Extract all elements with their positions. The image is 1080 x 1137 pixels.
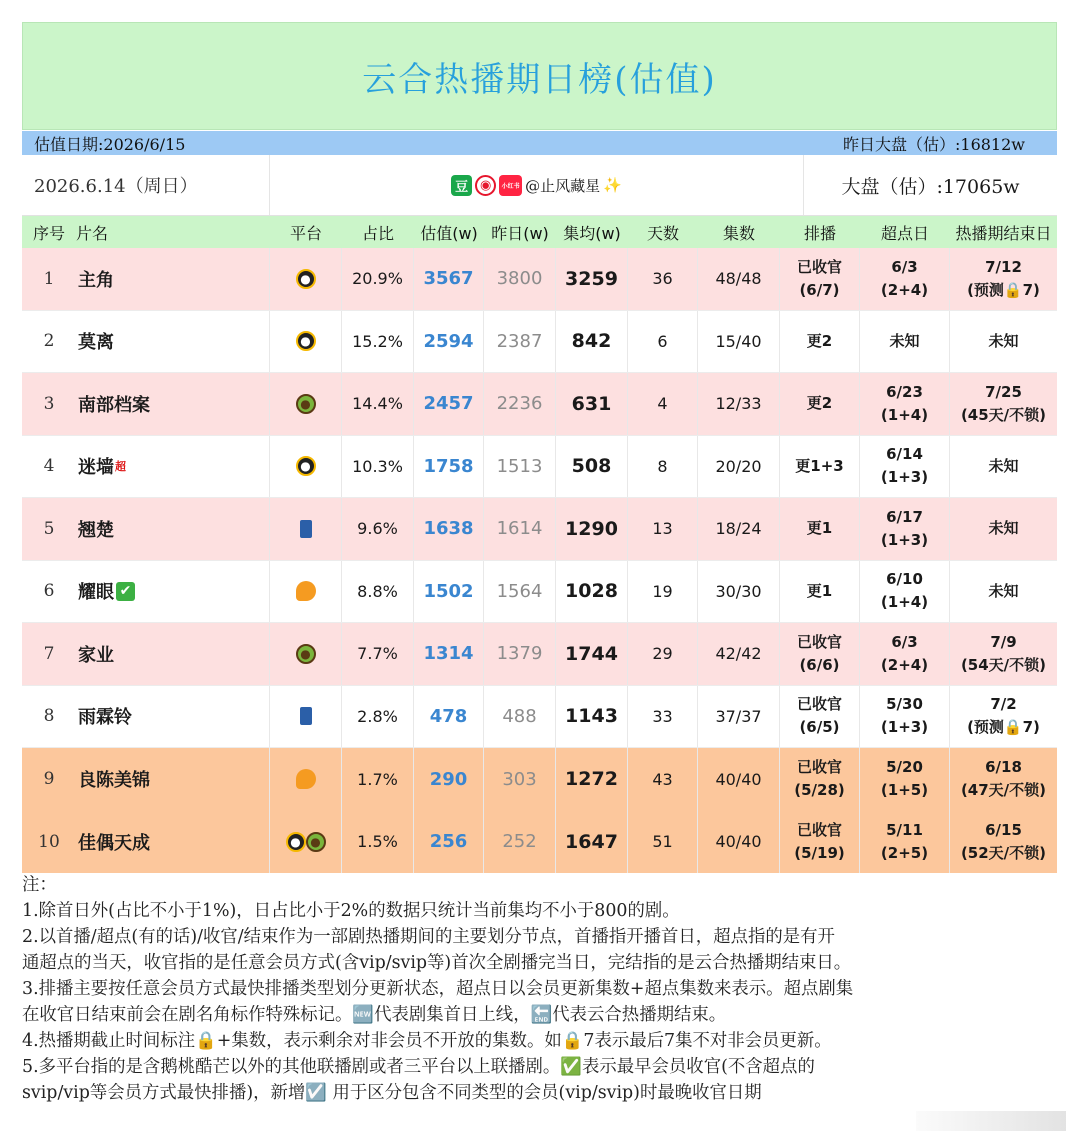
header-peak-day: 超点日	[880, 223, 929, 243]
peak-day-cell-line1: 6/23	[886, 382, 923, 401]
table-row	[22, 561, 1057, 624]
end-date-cell-line1: 6/15	[985, 820, 1022, 839]
platform-cell	[270, 248, 342, 310]
days-cell: 36	[628, 248, 698, 310]
episodes-cell: 40/40	[698, 748, 780, 811]
share-cell: 15.2%	[342, 311, 414, 373]
drama-title	[76, 373, 270, 435]
estimate-cell: 256	[414, 811, 484, 874]
drama-name: 主角	[78, 269, 114, 291]
episodes-cell: 48/48	[698, 248, 780, 310]
title-banner	[22, 22, 1057, 130]
episodes-cell: 12/33	[698, 373, 780, 435]
platform-cell	[270, 561, 342, 623]
sparkle-icon: ✨	[603, 176, 622, 194]
episodes-cell: 18/24	[698, 498, 780, 560]
yesterday-cell: 1564	[484, 561, 556, 623]
episode-avg-cell: 1028	[556, 561, 628, 623]
episodes-cell: 37/37	[698, 686, 780, 748]
row-index: 9	[43, 769, 55, 790]
platform-cell	[270, 373, 342, 435]
episode-avg-cell: 508	[556, 436, 628, 498]
end-date-cell-line1: 7/9	[990, 632, 1017, 651]
note-line: 1.除首日外(占比不小于1%)，日占比小于2%的数据只统计当前集均不小于800的剧。	[22, 901, 680, 921]
estimate-cell: 1638	[414, 498, 484, 560]
episode-avg-cell: 1272	[556, 748, 628, 811]
share-cell: 7.7%	[342, 623, 414, 685]
end-date-cell-line1: 未知	[988, 456, 1019, 475]
episodes-cell: 42/42	[698, 623, 780, 685]
note-line: 3.排播主要按任意会员方式最快排播类型划分更新状态，超点日以会员更新集数+超点集数来表示。超点剧集	[22, 979, 854, 999]
peak-day-cell	[860, 748, 950, 811]
episodes-cell: 15/40	[698, 311, 780, 373]
episodes-cell: 20/20	[698, 436, 780, 498]
peak-day-cell-line2: (1+3)	[880, 530, 929, 549]
table-row	[22, 248, 1057, 311]
penguin-icon: ●	[296, 456, 316, 476]
header-episodes: 集数	[722, 223, 755, 243]
row-index: 2	[43, 331, 55, 352]
note-line: 4.热播期截止时间标注🔒+集数，表示剩余对非会员不开放的集数。如🔒7表示最后7集不对非会员更新。	[22, 1031, 832, 1051]
ranking-table-body	[22, 248, 1057, 873]
info-row	[22, 155, 1057, 216]
drama-title	[76, 311, 270, 373]
schedule-cell	[780, 311, 860, 373]
yesterday-cell: 303	[484, 748, 556, 811]
end-date-cell-line1: 7/2	[990, 695, 1017, 714]
drama-name: 耀眼	[78, 582, 114, 604]
peak-day-cell	[860, 623, 950, 685]
row-index: 4	[43, 456, 55, 477]
drama-title	[76, 686, 270, 748]
yesterday-cell: 1379	[484, 623, 556, 685]
penguin-icon: ●	[286, 832, 306, 852]
end-date-cell-line2: (47天/不锁)	[960, 781, 1047, 800]
note-line: 通超点的当天，收官指的是任意会员方式(含vip/svip等)首次全剧播完当日，完结指的是云合热播期结束日。	[22, 953, 852, 973]
table-row	[22, 623, 1057, 686]
platform-cell	[270, 311, 342, 373]
drama-name: 家业	[78, 644, 114, 666]
drama-name: 南部档案	[78, 394, 150, 416]
end-date-cell-line2: (45天/不锁)	[960, 405, 1047, 424]
peak-day-cell-line2: (2+4)	[880, 280, 929, 299]
schedule-cell-line1: 已收官	[796, 632, 842, 651]
schedule-cell-line2: (5/28)	[794, 781, 845, 800]
episode-avg-cell: 631	[556, 373, 628, 435]
peak-day-cell-line2: (1+5)	[880, 781, 929, 800]
check-icon: ✔	[116, 582, 135, 601]
platform-cell	[270, 498, 342, 560]
yesterday-cell: 3800	[484, 248, 556, 310]
watermark	[916, 1111, 1066, 1131]
author-credit	[270, 155, 803, 215]
kiwi-icon: ●	[296, 394, 316, 414]
schedule-cell	[780, 561, 860, 623]
episode-avg-cell: 1647	[556, 811, 628, 874]
episode-avg-cell: 3259	[556, 248, 628, 310]
yesterday-cell: 1513	[484, 436, 556, 498]
row-index: 5	[43, 518, 55, 539]
drama-title	[76, 498, 270, 560]
peak-day-cell-line1: 6/14	[886, 445, 923, 464]
date-strip	[22, 131, 1057, 155]
schedule-cell	[780, 811, 860, 874]
table-row	[22, 373, 1057, 436]
drama-title	[76, 436, 270, 498]
header-episode-avg: 集均(w)	[563, 223, 621, 243]
kiwi-icon: ●	[296, 644, 316, 664]
super-tag: 超	[115, 460, 126, 474]
days-cell: 6	[628, 311, 698, 373]
schedule-cell	[780, 498, 860, 560]
note-line: 注：	[22, 875, 57, 895]
peak-day-cell	[860, 686, 950, 748]
yesterday-cell: 1614	[484, 498, 556, 560]
table-row	[22, 748, 1057, 811]
peak-day-cell-line1: 5/11	[886, 820, 923, 839]
platform-cell	[270, 623, 342, 685]
schedule-cell-line1: 更2	[806, 331, 833, 350]
jeans-icon	[299, 519, 313, 539]
share-cell: 14.4%	[342, 373, 414, 435]
table-row	[22, 686, 1057, 749]
drama-title	[76, 811, 270, 874]
episodes-cell: 30/30	[698, 561, 780, 623]
header-title: 片名	[76, 223, 109, 243]
report-date: 2026.6.14（周日）	[22, 155, 270, 215]
peak-day-cell	[860, 311, 950, 373]
days-cell: 51	[628, 811, 698, 874]
schedule-cell	[780, 436, 860, 498]
peak-day-cell-line2: (1+3)	[880, 718, 929, 737]
days-cell: 43	[628, 748, 698, 811]
total-estimate: 大盘（估）:17065w	[803, 155, 1057, 215]
end-date-cell-line1: 未知	[988, 581, 1019, 600]
drama-name: 良陈美锦	[78, 770, 150, 792]
table-row	[22, 436, 1057, 499]
penguin-icon: ●	[296, 331, 316, 351]
share-cell: 1.5%	[342, 811, 414, 874]
peak-day-cell-line2: (1+3)	[880, 468, 929, 487]
episode-avg-cell: 842	[556, 311, 628, 373]
peak-day-cell-line2: (1+4)	[880, 593, 929, 612]
estimate-cell: 3567	[414, 248, 484, 310]
estimate-cell: 478	[414, 686, 484, 748]
kiwi-icon: ●	[306, 832, 326, 852]
drama-name: 迷墙	[78, 457, 114, 479]
schedule-cell-line2: (5/19)	[794, 843, 845, 862]
estimate-date-label: 估值日期:2026/6/15	[34, 134, 186, 154]
yesterday-cell: 252	[484, 811, 556, 874]
end-date-cell	[950, 436, 1057, 498]
peak-day-cell-line1: 6/17	[886, 507, 923, 526]
days-cell: 8	[628, 436, 698, 498]
schedule-cell	[780, 248, 860, 310]
drama-name: 雨霖铃	[78, 707, 132, 729]
schedule-cell-line1: 已收官	[796, 820, 842, 839]
yesterday-cell: 2387	[484, 311, 556, 373]
peak-day-cell	[860, 498, 950, 560]
peak-day-cell	[860, 561, 950, 623]
header-end-date: 热播期结束日	[955, 223, 1052, 243]
end-date-cell	[950, 311, 1057, 373]
schedule-cell	[780, 686, 860, 748]
drama-title	[76, 623, 270, 685]
schedule-cell-line1: 更1+3	[795, 456, 844, 475]
header-days: 天数	[646, 223, 679, 243]
schedule-cell-line1: 已收官	[796, 758, 842, 777]
page-title: 云合热播期日榜(估值)	[362, 59, 717, 100]
header-estimate: 估值(w)	[420, 223, 478, 243]
table-row	[22, 811, 1057, 874]
peak-day-cell-line1: 6/3	[891, 257, 918, 276]
weibo-icon: ◉	[475, 175, 496, 196]
header-platform: 平台	[289, 223, 322, 243]
episode-avg-cell: 1290	[556, 498, 628, 560]
table-row	[22, 311, 1057, 374]
peak-day-cell-line1: 5/30	[886, 695, 923, 714]
episodes-cell: 40/40	[698, 811, 780, 874]
mango-icon	[296, 581, 316, 601]
end-date-cell-line1: 未知	[988, 331, 1019, 350]
end-date-cell-line1: 7/25	[985, 382, 1022, 401]
schedule-cell-line2: (6/6)	[799, 655, 840, 674]
platform-cell	[270, 686, 342, 748]
row-index: 6	[43, 581, 55, 602]
schedule-cell-line2: (6/7)	[799, 280, 840, 299]
share-cell: 1.7%	[342, 748, 414, 811]
days-cell: 33	[628, 686, 698, 748]
author-handle: @止风藏星	[525, 176, 601, 195]
share-cell: 2.8%	[342, 686, 414, 748]
jeans-icon	[299, 706, 313, 726]
yesterday-cell: 488	[484, 686, 556, 748]
episode-avg-cell: 1143	[556, 686, 628, 748]
estimate-cell: 2457	[414, 373, 484, 435]
schedule-cell-line1: 更1	[806, 519, 833, 538]
end-date-cell	[950, 811, 1057, 874]
end-date-cell	[950, 248, 1057, 310]
peak-day-cell	[860, 373, 950, 435]
estimate-cell: 1502	[414, 561, 484, 623]
platform-cell	[270, 811, 342, 874]
header-index: 序号	[32, 223, 65, 243]
days-cell: 19	[628, 561, 698, 623]
peak-day-cell-line2: (1+4)	[880, 405, 929, 424]
drama-name: 翘楚	[78, 519, 114, 541]
end-date-cell-line1: 6/18	[985, 758, 1022, 777]
row-index: 7	[43, 643, 55, 664]
schedule-cell-line2: (6/5)	[799, 718, 840, 737]
table-row	[22, 498, 1057, 561]
table-header	[22, 216, 1057, 248]
peak-day-cell	[860, 248, 950, 310]
mango-icon	[296, 769, 316, 789]
note-line: 5.多平台指的是含鹅桃酷芒以外的其他联播剧或者三平台以上联播剧。✅表示最早会员收官(不含超点的	[22, 1057, 815, 1077]
share-cell: 20.9%	[342, 248, 414, 310]
end-date-cell	[950, 561, 1057, 623]
peak-day-cell-line2: (2+4)	[880, 655, 929, 674]
note-line: 在收官日结束前会在剧名角标作特殊标记。🆕代表剧集首日上线，🔚代表云合热播期结束。	[22, 1005, 727, 1025]
end-date-cell-line1: 7/12	[985, 257, 1022, 276]
penguin-icon: ●	[296, 269, 316, 289]
schedule-cell	[780, 623, 860, 685]
share-cell: 10.3%	[342, 436, 414, 498]
days-cell: 4	[628, 373, 698, 435]
xiaohongshu-icon: 小红书	[499, 175, 522, 196]
header-yesterday: 昨日(w)	[491, 223, 549, 243]
drama-title	[76, 248, 270, 310]
schedule-cell	[780, 373, 860, 435]
row-index: 3	[43, 393, 55, 414]
peak-day-cell-line1: 未知	[889, 331, 920, 350]
header-schedule: 排播	[803, 223, 836, 243]
notes-section	[22, 872, 1057, 1130]
drama-title	[76, 748, 270, 811]
peak-day-cell	[860, 811, 950, 874]
end-date-cell	[950, 498, 1057, 560]
end-date-cell	[950, 686, 1057, 748]
end-date-cell-line2: (预测🔒7)	[967, 718, 1040, 737]
peak-day-cell-line2: (2+5)	[880, 843, 929, 862]
drama-title	[76, 561, 270, 623]
schedule-cell-line1: 已收官	[796, 695, 842, 714]
platform-cell	[270, 436, 342, 498]
row-index: 1	[43, 268, 55, 289]
header-share: 占比	[361, 223, 394, 243]
drama-name: 莫离	[78, 332, 114, 354]
days-cell: 29	[628, 623, 698, 685]
end-date-cell	[950, 748, 1057, 811]
row-index: 8	[43, 706, 55, 727]
share-cell: 8.8%	[342, 561, 414, 623]
douban-icon: 豆	[451, 175, 472, 196]
peak-day-cell-line1: 6/10	[886, 570, 923, 589]
end-date-cell-line1: 未知	[988, 519, 1019, 538]
end-date-cell-line2: (预测🔒7)	[967, 280, 1040, 299]
note-line: 2.以首播/超点(有的话)/收官/结束作为一部剧热播期间的主要划分节点，首播指开播首日，超点指的是有开	[22, 927, 835, 947]
row-index: 10	[38, 831, 60, 852]
platform-cell	[270, 748, 342, 811]
drama-name: 佳偶天成	[78, 832, 150, 854]
schedule-cell-line1: 更2	[806, 394, 833, 413]
peak-day-cell-line1: 5/20	[886, 758, 923, 777]
end-date-cell-line2: (52天/不锁)	[960, 843, 1047, 862]
days-cell: 13	[628, 498, 698, 560]
estimate-cell: 1314	[414, 623, 484, 685]
share-cell: 9.6%	[342, 498, 414, 560]
schedule-cell-line1: 已收官	[796, 257, 842, 276]
end-date-cell	[950, 623, 1057, 685]
schedule-cell-line1: 更1	[806, 581, 833, 600]
end-date-cell-line2: (54天/不锁)	[960, 655, 1047, 674]
yesterday-total-label: 昨日大盘（估）:16812w	[843, 134, 1025, 154]
estimate-cell: 2594	[414, 311, 484, 373]
peak-day-cell-line1: 6/3	[891, 632, 918, 651]
schedule-cell	[780, 748, 860, 811]
note-line: svip/vip等会员方式最快排播)，新增☑️ 用于区分包含不同类型的会员(vip/svip)时最晚收官日期	[22, 1083, 762, 1103]
end-date-cell	[950, 373, 1057, 435]
episode-avg-cell: 1744	[556, 623, 628, 685]
peak-day-cell	[860, 436, 950, 498]
yesterday-cell: 2236	[484, 373, 556, 435]
estimate-cell: 290	[414, 748, 484, 811]
estimate-cell: 1758	[414, 436, 484, 498]
